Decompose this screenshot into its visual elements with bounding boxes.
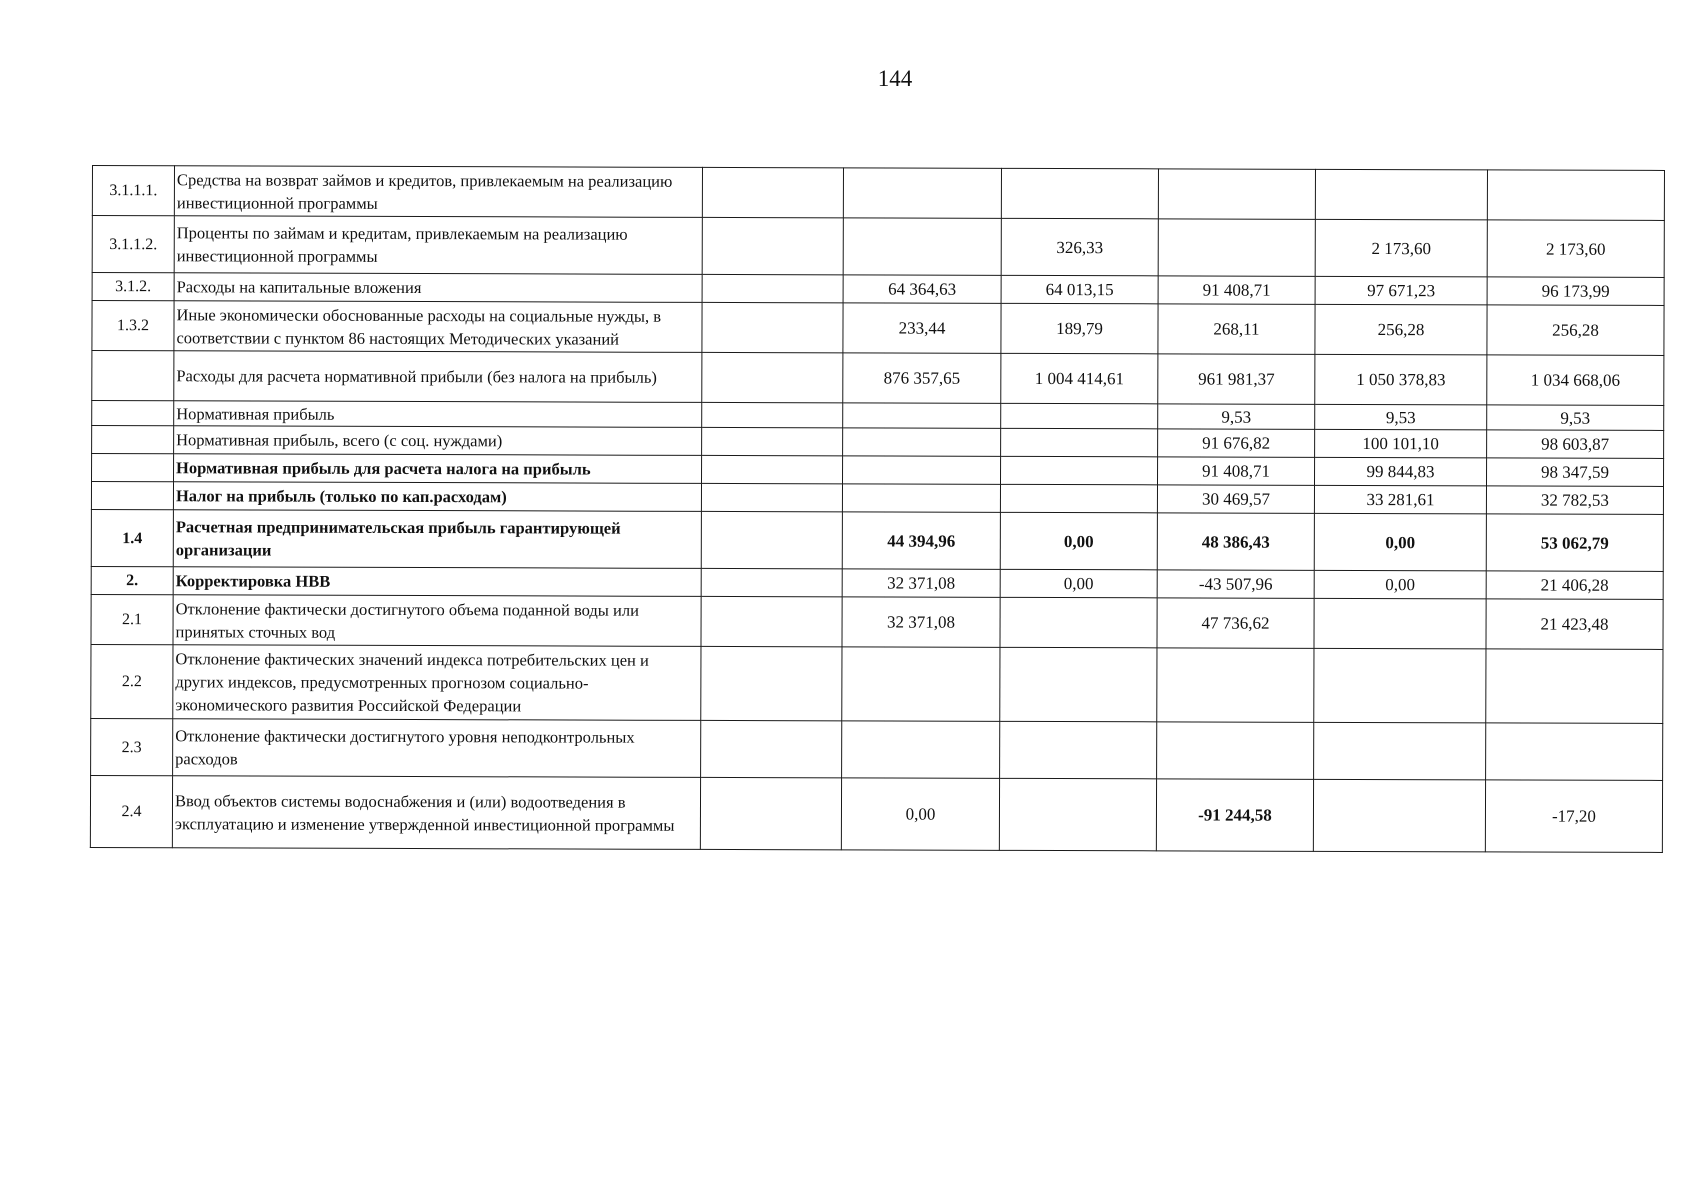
value-cell: 0,00: [841, 778, 999, 850]
row-number: 2.2: [91, 644, 173, 718]
value-cell: 33 281,61: [1314, 485, 1486, 514]
value-cell: 189,79: [1001, 303, 1158, 353]
value-cell: [700, 777, 841, 849]
row-number: 3.1.1.2.: [92, 216, 174, 273]
value-cell: 100 101,10: [1315, 429, 1487, 458]
value-cell: 44 394,96: [842, 512, 1000, 569]
value-cell: -43 507,96: [1157, 570, 1314, 598]
value-cell: [1000, 597, 1157, 647]
table-row: [91, 509, 1663, 571]
row-number: 2.: [91, 566, 173, 594]
row-number: [92, 454, 174, 482]
value-cell: 9,53: [1315, 404, 1487, 430]
value-cell: [701, 511, 842, 568]
value-cell: [1313, 779, 1485, 852]
value-cell: [1315, 169, 1487, 220]
value-cell: [702, 402, 843, 427]
row-label: Нормативная прибыль, всего (с соц. нуждами): [174, 426, 702, 456]
value-cell: [702, 352, 843, 402]
value-cell: 2 173,60: [1315, 219, 1487, 277]
value-cell: [1486, 649, 1663, 724]
row-number: [92, 426, 174, 454]
row-label: Средства на возврат займов и кредитов, привлекаемым на реализацию инвестиционной программы: [174, 166, 702, 218]
row-number: 1.4: [91, 509, 173, 566]
value-cell: [702, 427, 843, 455]
table-row: [91, 644, 1663, 723]
value-cell: 64 013,15: [1001, 275, 1158, 303]
row-label: Корректировка НВВ: [173, 567, 701, 597]
row-label: Проценты по займам и кредитам, привлекаемым на реализацию инвестиционной программы: [174, 216, 702, 275]
value-cell: [1001, 456, 1158, 484]
value-cell: 96 173,99: [1487, 277, 1664, 306]
value-cell: 961 981,37: [1158, 354, 1315, 404]
value-cell: 1 004 414,61: [1001, 353, 1158, 403]
value-cell: [1486, 723, 1663, 781]
value-cell: [843, 403, 1001, 428]
value-cell: [1001, 168, 1158, 218]
value-cell: [1000, 484, 1157, 512]
data-table: [90, 165, 1665, 853]
value-cell: 326,33: [1001, 218, 1158, 275]
value-cell: 91 676,82: [1158, 429, 1315, 457]
value-cell: 0,00: [1314, 570, 1486, 599]
table-row: [92, 216, 1664, 278]
value-cell: 233,44: [843, 303, 1001, 353]
row-label: Нормативная прибыль: [174, 401, 702, 428]
value-cell: [1000, 647, 1157, 721]
value-cell: [1157, 722, 1314, 779]
row-number: 2.1: [91, 594, 173, 644]
value-cell: [1314, 648, 1486, 723]
value-cell: 30 469,57: [1157, 485, 1314, 513]
value-cell: [1001, 403, 1158, 428]
value-cell: 21 406,28: [1486, 571, 1663, 600]
value-cell: 1 050 378,83: [1315, 354, 1487, 405]
value-cell: [702, 274, 843, 302]
value-cell: [1487, 170, 1664, 221]
value-cell: [843, 218, 1001, 275]
value-cell: 256,28: [1487, 305, 1664, 356]
row-label: Отклонение фактических значений индекса потребительских цен и других индексов, предусмотренных прогнозом социально-экономического развития Российской Федерации: [173, 645, 701, 721]
table-row: [90, 775, 1662, 852]
value-cell: [999, 778, 1156, 850]
value-cell: [842, 647, 1000, 721]
row-label: Налог на прибыль (только по кап.расходам): [173, 482, 701, 512]
value-cell: 268,11: [1158, 304, 1315, 354]
value-cell: [1158, 219, 1315, 276]
value-cell: [701, 646, 842, 720]
value-cell: 97 671,23: [1315, 276, 1487, 305]
value-cell: 0,00: [1314, 513, 1486, 571]
value-cell: 256,28: [1315, 304, 1487, 355]
row-label: Нормативная прибыль для расчета налога на прибыль: [174, 454, 702, 484]
value-cell: 98 603,87: [1487, 430, 1664, 459]
value-cell: [701, 720, 842, 777]
value-cell: 91 408,71: [1158, 457, 1315, 485]
row-label: Расчетная предпринимательская прибыль гарантирующей организации: [173, 510, 701, 569]
value-cell: 53 062,79: [1486, 514, 1663, 572]
row-number: 1.3.2: [92, 301, 174, 351]
table-row: [92, 351, 1664, 406]
value-cell: 91 408,71: [1158, 276, 1315, 304]
value-cell: 9,53: [1158, 404, 1315, 429]
value-cell: [702, 302, 843, 352]
table-row: [92, 166, 1664, 221]
value-cell: -17,20: [1485, 780, 1662, 853]
value-cell: [701, 596, 842, 646]
value-cell: 2 173,60: [1487, 220, 1664, 278]
value-cell: [843, 168, 1001, 218]
value-cell: [842, 721, 1000, 778]
row-label: Ввод объектов системы водоснабжения и (или) водоотведения в эксплуатацию и изменение утвержденной инвестиционной программы: [172, 776, 700, 850]
value-cell: 47 736,62: [1157, 598, 1314, 648]
value-cell: [702, 167, 843, 217]
value-cell: [843, 428, 1001, 456]
value-cell: 98 347,59: [1486, 458, 1663, 487]
row-label: Расходы на капитальные вложения: [174, 273, 702, 303]
value-cell: 64 364,63: [843, 275, 1001, 303]
value-cell: [842, 484, 1000, 512]
value-cell: 0,00: [1000, 512, 1157, 569]
value-cell: [1314, 722, 1486, 780]
value-cell: [1158, 169, 1315, 219]
value-cell: [843, 456, 1001, 484]
row-label: Отклонение фактически достигнутого уровня неподконтрольных расходов: [173, 719, 701, 778]
value-cell: [1157, 648, 1314, 722]
table-row: [92, 301, 1664, 356]
value-cell: [702, 217, 843, 274]
row-number: [92, 401, 174, 426]
value-cell: [1000, 721, 1157, 778]
value-cell: -91 244,58: [1156, 779, 1313, 851]
value-cell: 48 386,43: [1157, 513, 1314, 570]
value-cell: 1 034 668,06: [1487, 355, 1664, 406]
value-cell: 9,53: [1487, 405, 1664, 431]
value-cell: 21 423,48: [1486, 599, 1663, 650]
table-row: [91, 594, 1663, 649]
row-number: 2.4: [90, 775, 172, 847]
value-cell: 32 371,08: [842, 597, 1000, 647]
row-label: Отклонение фактически достигнутого объема поданной воды или принятых сточных вод: [173, 595, 701, 647]
value-cell: [701, 483, 842, 511]
value-cell: [702, 455, 843, 483]
value-cell: 32 782,53: [1486, 486, 1663, 515]
row-number: [92, 351, 174, 401]
value-cell: [1314, 598, 1486, 649]
table-row: [91, 718, 1663, 780]
value-cell: 876 357,65: [843, 353, 1001, 403]
row-label: Расходы для расчета нормативной прибыли (без налога на прибыль): [174, 351, 702, 403]
row-number: 3.1.2.: [92, 273, 174, 301]
row-number: [91, 482, 173, 510]
value-cell: 99 844,83: [1314, 457, 1486, 486]
row-label: Иные экономически обоснованные расходы на социальные нужды, в соответствии с пунктом 86 настоящих Методических указаний: [174, 301, 702, 353]
value-cell: [1001, 428, 1158, 456]
row-number: 3.1.1.1.: [92, 166, 174, 216]
page-number: 144: [877, 66, 913, 91]
value-cell: 32 371,08: [842, 569, 1000, 597]
row-number: 2.3: [91, 718, 173, 775]
value-cell: [701, 568, 842, 596]
value-cell: 0,00: [1000, 569, 1157, 597]
